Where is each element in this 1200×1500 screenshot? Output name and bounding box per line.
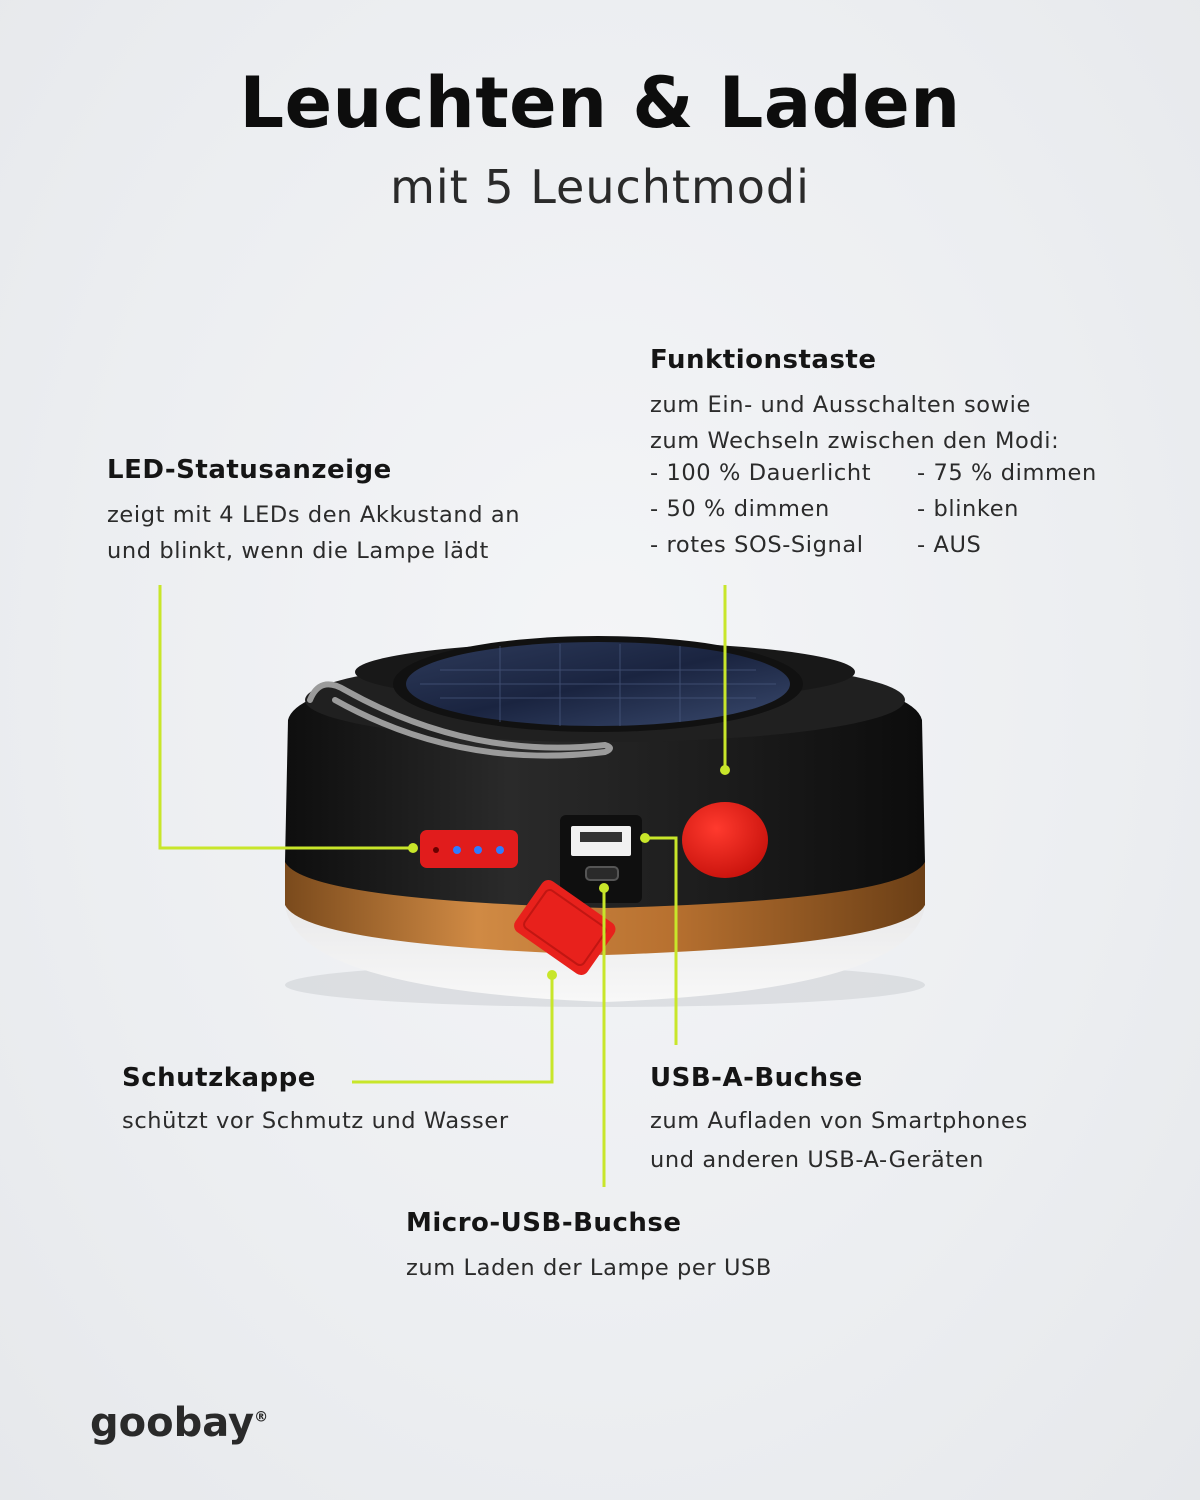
micro-usb-port[interactable] [586, 867, 618, 880]
leader-dot-button [720, 765, 730, 775]
leader-dot-usb-a [640, 833, 650, 843]
mode-item: - 100 % Dauerlicht [650, 460, 872, 486]
mode-item: - blinken [917, 496, 1020, 522]
usb-a-title: USB-A-Buchse [650, 1063, 863, 1093]
mode-item: - AUS [917, 532, 982, 558]
leader-dot-led [408, 843, 418, 853]
usb-a-line-2: und anderen USB-A-Geräten [650, 1147, 985, 1173]
mode-item: - 50 % dimmen [650, 496, 830, 522]
schutzkappe-title: Schutzkappe [122, 1063, 316, 1093]
funktionstaste-title: Funktionstaste [650, 345, 877, 375]
goobay-logo [90, 1400, 268, 1446]
leader-dot-micro-usb [599, 883, 609, 893]
page-title: Leuchten & Laden [239, 62, 961, 144]
logo-registered-mark: ® [254, 1409, 269, 1426]
mode-item: - 75 % dimmen [917, 460, 1097, 486]
micro-usb-line-1: zum Laden der Lampe per USB [406, 1255, 772, 1281]
micro-usb-title: Micro-USB-Buchse [406, 1208, 682, 1238]
funktionstaste-line-2: zum Wechseln zwischen den Modi: [650, 428, 1060, 454]
usb-a-line-1: zum Aufladen von Smartphones [650, 1108, 1028, 1134]
led-2 [453, 846, 461, 854]
led-4 [496, 846, 504, 854]
logo-text: goobay [90, 1400, 255, 1446]
mode-item: - rotes SOS-Signal [650, 532, 864, 558]
led-status-title: LED-Statusanzeige [107, 455, 392, 485]
leader-dot-cap [547, 970, 557, 980]
led-1 [433, 847, 439, 853]
led-status-line-2: und blinkt, wenn die Lampe lädt [107, 538, 489, 564]
page-subtitle: mit 5 Leuchtmodi [390, 160, 810, 214]
usb-a-port-tongue [580, 832, 622, 842]
led-status-line-1: zeigt mit 4 LEDs den Akkustand an [107, 502, 521, 528]
function-button[interactable] [682, 802, 768, 878]
led-3 [474, 846, 482, 854]
funktionstaste-line-1: zum Ein- und Ausschalten sowie [650, 392, 1031, 418]
schutzkappe-line-1: schützt vor Schmutz und Wasser [122, 1108, 509, 1134]
